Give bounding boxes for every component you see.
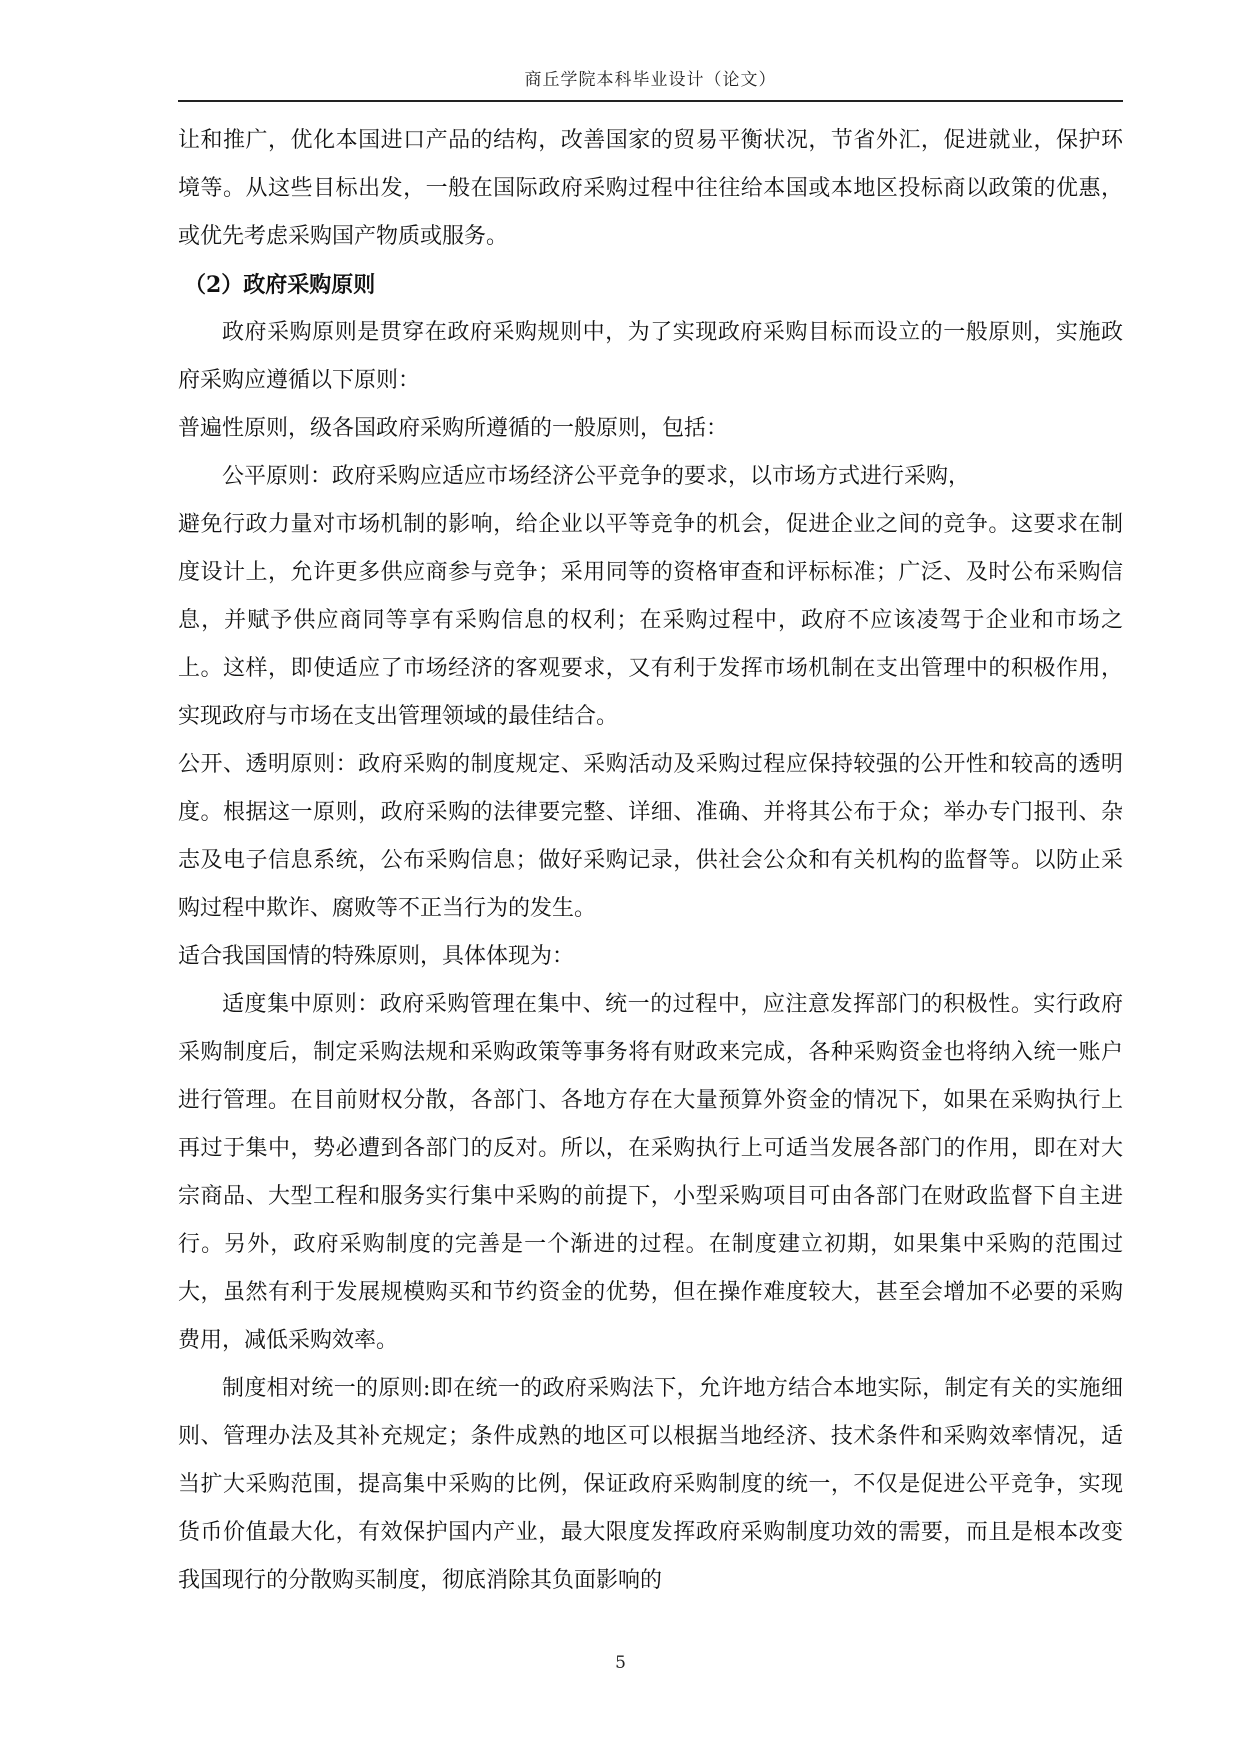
paragraph-moderate-centralization: 适度集中原则：政府采购管理在集中、统一的过程中，应注意发挥部门的积极性。实行政府采购制度后，制定采购法规和采购政策等事务将有财政来完成，各种采购资金也将纳入统一账户进行管理。在目前财权分散，各部门、各地方存在大量预算外资金的情况下，如果在采购执行上再过于集中，势必遭到各部门的反对。所以，在采购执行上可适当发展各部门的作用，即在对大宗商品、大型工程和服务实行集中采购的前提下，小型采购项目可由各部门在财政监督下自主进行。另外，政府采购制度的完善是一个渐进的过程。在制度建立初期，如果集中采购的范围过大，虽然有利于发展规模购买和节约资金的优势，但在操作难度较大，甚至会增加不必要的采购费用，减低采购效率。 — [178, 992, 1123, 1353]
section-heading: （2）政府采购原则 — [184, 272, 376, 298]
paragraph-intro: 让和推广，优化本国进口产品的结构，改善国家的贸易平衡状况，节省外汇，促进就业，保护环境等。从这些目标出发，一般在国际政府采购过程中往往给本国或本地区投标商以政策的优惠，或优先考虑采购国产物质或服务。 — [178, 128, 1123, 249]
paragraph-relative-unification: 制度相对统一的原则:即在统一的政府采购法下，允许地方结合本地实际，制定有关的实施细则、管理办法及其补充规定；条件成熟的地区可以根据当地经济、技术条件和采购效率情况，适当扩大采购范围，提高集中采购的比例，保证政府采购制度的统一，不仅是促进公平竞争，实现货币价值最大化，有效保护国内产业，最大限度发挥政府采购制度功效的需要，而且是根本改变我国现行的分散购买制度，彻底消除其负面影响的 — [178, 1376, 1123, 1593]
paragraph-transparency: 公开、透明原则：政府采购的制度规定、采购活动及采购过程应保持较强的公开性和较高的透明度。根据这一原则，政府采购的法律要完整、详细、准确、并将其公布于众；举办专门报刊、杂志及电子信息系统，公布采购信息；做好采购记录，供社会公众和有关机构的监督等。以防止采购过程中欺诈、腐败等不正当行为的发生。 — [178, 752, 1123, 921]
paragraph-fairness-body: 避免行政力量对市场机制的影响，给企业以平等竞争的机会，促进企业之间的竞争。这要求在制度设计上，允许更多供应商参与竞争；采用同等的资格审查和评标标准；广泛、及时公布采购信息，并赋予供应商同等享有采购信息的权利；在采购过程中，政府不应该凌驾于企业和市场之上。这样，即使适应了市场经济的客观要求，又有利于发挥市场机制在支出管理中的积极作用，实现政府与市场在支出管理领域的最佳结合。 — [178, 512, 1123, 729]
page-number: 5 — [615, 1653, 626, 1673]
paragraph-universal-principles: 普遍性原则，级各国政府采购所遵循的一般原则，包括： — [178, 416, 729, 441]
paragraph-fairness-lead: 公平原则：政府采购应适应市场经济公平竞争的要求，以市场方式进行采购， — [222, 464, 971, 489]
paragraph-special-principles: 适合我国国情的特殊原则，具体体现为： — [178, 944, 575, 969]
paragraph-principles-intro: 政府采购原则是贯穿在政府采购规则中，为了实现政府采购目标而设立的一般原则，实施政府采购应遵循以下原则： — [178, 320, 1123, 393]
document-body — [178, 117, 1123, 1605]
page-header — [178, 60, 1123, 102]
header-title: 商丘学院本科毕业设计（论文） — [524, 70, 777, 90]
